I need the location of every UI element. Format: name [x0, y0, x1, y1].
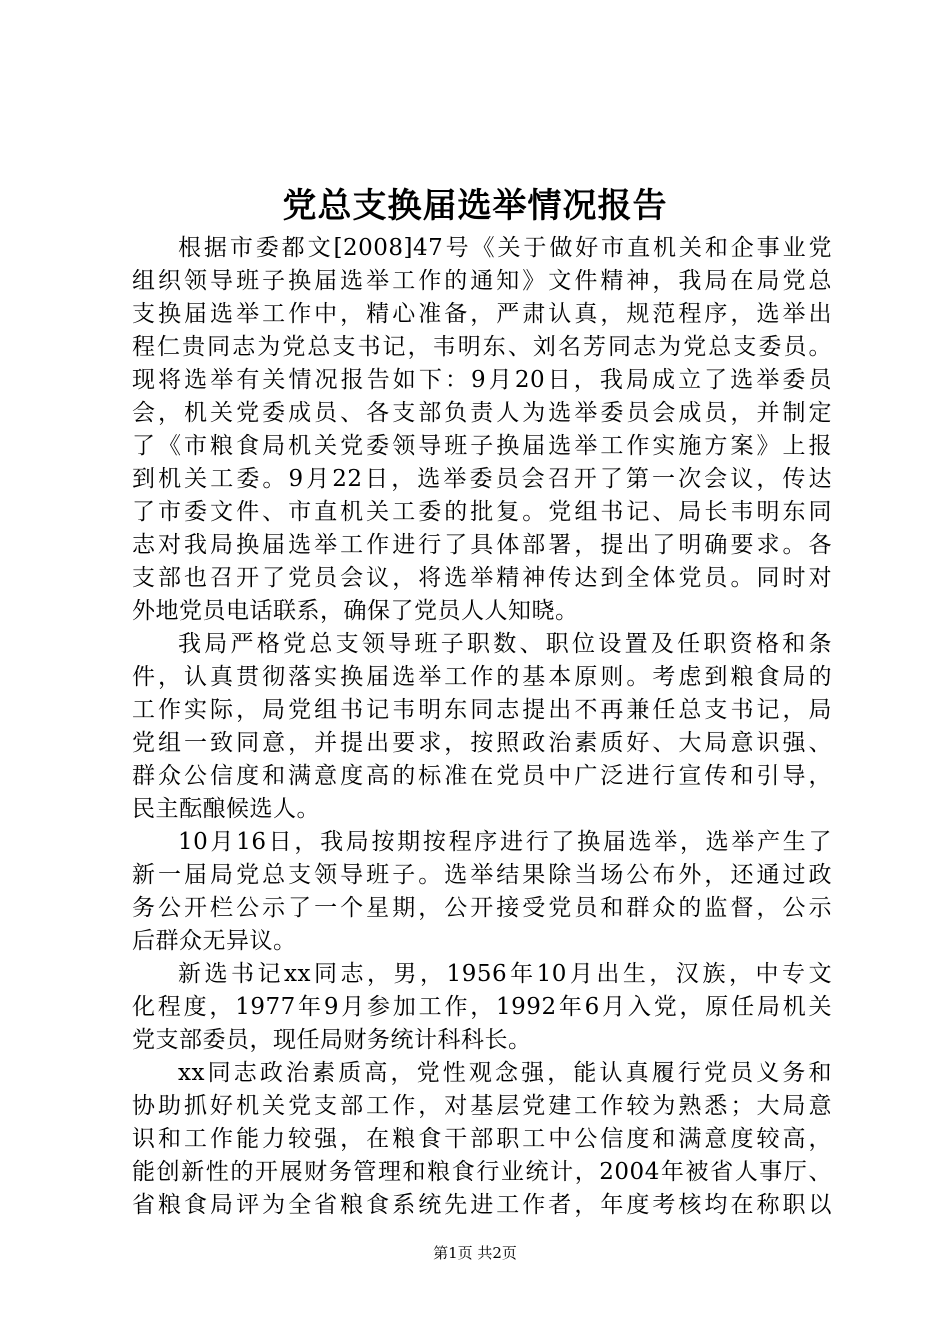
paragraph-line: 10月16日，我局按期按程序进行了换届选举，选举产生了 — [178, 829, 832, 855]
paragraph-line: 会，机关党委成员、各支部负责人为选举委员会成员，并制定 — [132, 400, 832, 426]
paragraph-line: 我局严格党总支领导班子职数、职位设置及任职资格和条 — [178, 631, 832, 657]
paragraph-line: 到机关工委。9月22日，选举委员会召开了第一次会议，传达 — [132, 466, 832, 492]
page-footer: 第1页 共2页 — [433, 1244, 517, 1262]
paragraph-line: 党支部委员，现任局财务统计科科长。 — [132, 1027, 532, 1053]
paragraph-line: 群众公信度和满意度高的标准在党员中广泛进行宣传和引导， — [132, 763, 832, 789]
paragraph-line: 支换届选举工作中，精心准备，严肃认真，规范程序，选举出 — [132, 301, 832, 327]
paragraph-line: 程仁贵同志为党总支书记，韦明东、刘名芳同志为党总支委员。 — [132, 334, 832, 360]
paragraph-line: 省粮食局评为全省粮食系统先进工作者，年度考核均在称职以 — [132, 1192, 832, 1218]
paragraph-line: 协助抓好机关党支部工作，对基层党建工作较为熟悉；大局意 — [132, 1093, 832, 1119]
paragraph-line: 党组一致同意，并提出要求，按照政治素质好、大局意识强、 — [132, 730, 832, 756]
paragraph-line: 民主酝酿候选人。 — [132, 796, 320, 822]
paragraph-line: 识和工作能力较强，在粮食干部职工中公信度和满意度较高， — [132, 1126, 832, 1152]
paragraph-line: 根据市委都文[2008]47号《关于做好市直机关和企事业党 — [178, 235, 832, 261]
paragraph-line: 志对我局换届选举工作进行了具体部署，提出了明确要求。各 — [132, 532, 832, 558]
paragraph-line: 后群众无异议。 — [132, 928, 297, 954]
paragraph-line: 支部也召开了党员会议，将选举精神传达到全体党员。同时对 — [132, 565, 832, 591]
paragraph-line: 了《市粮食局机关党委领导班子换届选举工作实施方案》上报 — [132, 433, 832, 459]
paragraph-line: 能创新性的开展财务管理和粮食行业统计，2004年被省人事厅、 — [132, 1159, 832, 1185]
paragraph-line: xx同志政治素质高，党性观念强，能认真履行党员义务和 — [178, 1060, 832, 1086]
document-body — [132, 232, 832, 1222]
paragraph-line: 新选书记xx同志，男，1956年10月出生，汉族，中专文 — [178, 961, 832, 987]
paragraph-line: 务公开栏公示了一个星期，公开接受党员和群众的监督，公示 — [132, 895, 832, 921]
paragraph-line: 了市委文件、市直机关工委的批复。党组书记、局长韦明东同 — [132, 499, 832, 525]
paragraph-line: 现将选举有关情况报告如下：9月20日，我局成立了选举委员 — [132, 367, 832, 393]
paragraph-line: 外地党员电话联系，确保了党员人人知晓。 — [132, 598, 579, 624]
paragraph-line: 新一届局党总支领导班子。选举结果除当场公布外，还通过政 — [132, 862, 832, 888]
paragraph-line: 件，认真贯彻落实换届选举工作的基本原则。考虑到粮食局的 — [132, 664, 832, 690]
paragraph-line: 组织领导班子换届选举工作的通知》文件精神，我局在局党总 — [132, 268, 832, 294]
document-title: 党总支换届选举情况报告 — [282, 186, 668, 226]
paragraph-line: 工作实际，局党组书记韦明东同志提出不再兼任总支书记，局 — [132, 697, 832, 723]
paragraph-line: 化程度，1977年9月参加工作，1992年6月入党，原任局机关 — [132, 994, 832, 1020]
